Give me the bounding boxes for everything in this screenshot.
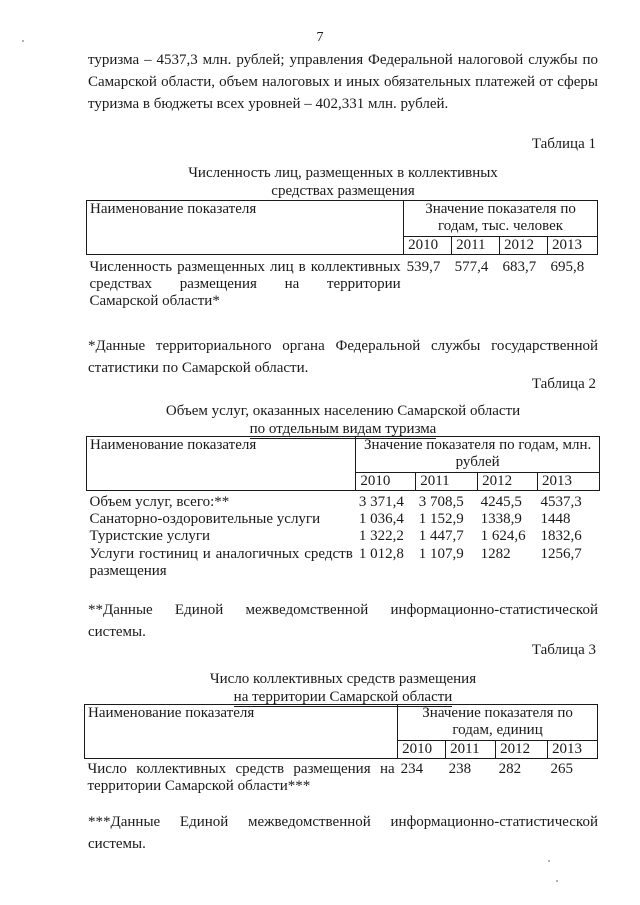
scan-speck xyxy=(548,860,550,862)
table2-cell: 1832,6 xyxy=(540,528,582,545)
table-row xyxy=(87,546,600,581)
table2-year: 2010 xyxy=(356,472,416,490)
table2-caption xyxy=(88,402,598,439)
table2-label: Таблица 2 xyxy=(531,376,596,392)
table2-note: **Данные Единой межведомственной информационно-статистической системы. xyxy=(88,602,598,640)
table2-cell: 1448 xyxy=(540,511,571,527)
table1-year: 2011 xyxy=(452,236,500,254)
table1-caption-line1: Численность лиц, размещенных в коллективных xyxy=(188,165,498,181)
table2-row-name: Туристские услуги xyxy=(89,528,211,545)
table1-row-name: Численность размещенных лиц в коллективных средствах размещения на территории Самарской области* xyxy=(89,258,401,310)
table2-cell: 4537,3 xyxy=(540,493,582,510)
table2-cell: 1 152,9 xyxy=(418,511,464,527)
scan-speck xyxy=(22,40,24,42)
table2-caption-line2: по отдельным видам туризма xyxy=(249,421,437,437)
table2-year: 2013 xyxy=(538,472,600,490)
table3-cell: 238 xyxy=(448,760,472,777)
table2-cell: 3 371,4 xyxy=(358,493,404,510)
table-row xyxy=(85,758,598,795)
table-row xyxy=(87,511,600,528)
table3-cell: 234 xyxy=(400,760,424,777)
table1-caption-line2: средствах размещения xyxy=(271,183,415,199)
table-row xyxy=(87,254,598,310)
table2-cell: 4245,5 xyxy=(480,493,522,510)
table3-header-value: Значение показателя по годам, единиц xyxy=(398,705,598,741)
scan-speck xyxy=(556,880,558,882)
table2-cell: 1 036,4 xyxy=(358,511,404,527)
table2-row-name: Санаторно-оздоровительные услуги xyxy=(89,511,321,527)
page-number: 7 xyxy=(316,30,324,45)
table3-header-name: Наименование показателя xyxy=(85,705,398,759)
table2-cell: 1 012,8 xyxy=(358,545,404,562)
table2-cell: 1338,9 xyxy=(480,511,522,527)
table2-row-name: Объем услуг, всего:** xyxy=(89,493,230,510)
table2-cell: 1 322,2 xyxy=(358,528,404,545)
table2 xyxy=(86,436,600,580)
table3-cell: 265 xyxy=(550,760,573,777)
table2-cell: 1 447,7 xyxy=(418,528,464,545)
table3-cell: 282 xyxy=(498,760,522,777)
table1-caption xyxy=(88,164,598,201)
table3-year: 2013 xyxy=(548,740,598,758)
table2-year: 2012 xyxy=(478,472,538,490)
table3-year: 2012 xyxy=(496,740,548,758)
table2-row-name: Услуги гостиниц и аналогичных средств размещения xyxy=(89,545,353,579)
table1-header-value: Значение показателя по годам, тыс. человек xyxy=(404,201,598,237)
table3-caption xyxy=(88,670,598,707)
table2-header-name: Наименование показателя xyxy=(87,437,356,491)
table1-year: 2012 xyxy=(500,236,548,254)
table-row xyxy=(87,490,600,511)
table3-year: 2011 xyxy=(446,740,496,758)
table1-year: 2010 xyxy=(404,236,452,254)
table2-year: 2011 xyxy=(416,472,478,490)
table3-label: Таблица 3 xyxy=(531,642,596,658)
table3-row-name: Число коллективных средств размещения на территории Самарской области*** xyxy=(87,760,395,794)
table1 xyxy=(86,200,598,311)
table1-year: 2013 xyxy=(547,236,597,254)
table2-cell: 1256,7 xyxy=(540,545,582,562)
table3 xyxy=(84,704,598,795)
intro-paragraph: туризма – 4537,3 млн. рублей; управления Федеральной налоговой службы по Самарской области, объем налоговых и иных обязательных платежей от сферы туризма в бюджеты всех уровней – 402,331 млн. рублей. xyxy=(88,52,598,112)
table2-cell: 1282 xyxy=(480,545,511,562)
table1-cell: 683,7 xyxy=(502,258,537,275)
table-row xyxy=(87,528,600,545)
table1-cell: 577,4 xyxy=(454,258,489,275)
table3-note: ***Данные Единой межведомственной информационно-статистической системы. xyxy=(88,814,598,852)
table1-label: Таблица 1 xyxy=(531,136,596,152)
table2-cell: 1 624,6 xyxy=(480,528,526,545)
table1-cell: 695,8 xyxy=(550,258,585,275)
table1-header-name: Наименование показателя xyxy=(87,201,404,255)
table3-caption-line2: на территории Самарской области xyxy=(233,689,453,705)
table2-caption-line1: Объем услуг, оказанных населению Самарской области xyxy=(165,403,521,419)
table3-year: 2010 xyxy=(398,740,446,758)
table1-cell: 539,7 xyxy=(406,258,441,275)
table2-header-value: Значение показателя по годам, млн. рублей xyxy=(356,437,600,473)
table1-note: *Данные территориального органа Федеральной службы государственной статистики по Самарской области. xyxy=(88,338,598,376)
table3-caption-line1: Число коллективных средств размещения xyxy=(209,671,477,687)
table2-cell: 3 708,5 xyxy=(418,493,464,510)
table2-cell: 1 107,9 xyxy=(418,545,464,562)
